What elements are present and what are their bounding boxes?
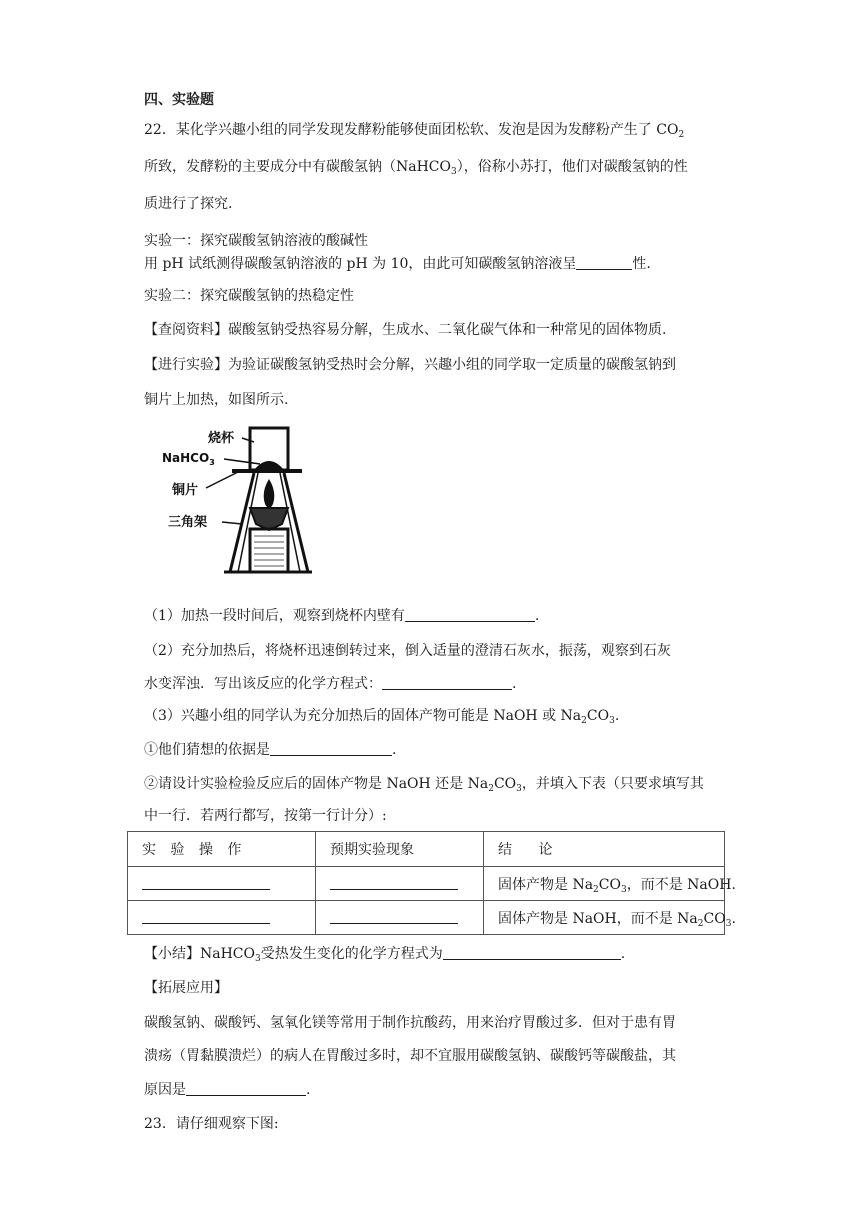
label-beaker: 烧杯: [208, 431, 235, 446]
table-header-row: [128, 832, 725, 867]
row1-conclusion: 固体产物是 $Na_2CO_3$，而不是 NaOH.: [484, 867, 725, 901]
question-3-2-line-2: 中一行．若两行都写，按第一行计分）:: [144, 808, 387, 824]
q22-intro-line-1: 22．某化学兴趣小组的同学发现发酵粉能够使面团松软、发泡是因为发酵粉产生了 $CO_2$: [144, 122, 685, 140]
answer-blank[interactable]: [330, 875, 458, 890]
answer-blank[interactable]: [330, 909, 458, 924]
section-heading: 四、实验题: [144, 92, 214, 108]
procedure-line-1: 【进行实验】为验证碳酸氢钠受热时会分解，兴趣小组的同学取一定质量的碳酸氢钠到: [144, 357, 676, 373]
answer-blank[interactable]: [405, 607, 535, 622]
answer-blank[interactable]: [576, 255, 632, 270]
extension-line-3: 原因是 .: [144, 1082, 311, 1098]
extension-line-1: 碳酸氢钠、碳酸钙、氢氧化镁等常用于制作抗酸药，用来治疗胃酸过多．但对于患有胃: [144, 1015, 676, 1031]
procedure-line-2: 铜片上加热，如图所示.: [144, 392, 289, 408]
answer-blank[interactable]: [270, 741, 392, 756]
question-3-1: ①他们猜想的依据是 .: [144, 742, 397, 758]
experiment-1-text: 用 pH 试纸测得碳酸氢钠溶液的 pH 为 10，由此可知碳酸氢钠溶液呈 性.: [144, 256, 651, 272]
question-2-line-2: 水变浑浊．写出该反应的化学方程式： .: [144, 676, 517, 692]
row2-conclusion: 固体产物是 NaOH，而不是 $Na_2CO_3$.: [484, 901, 725, 935]
table-row: [128, 901, 725, 935]
table-row: [128, 867, 725, 901]
copper-plate-icon: [232, 469, 302, 473]
extension-title: 【拓展应用】: [144, 980, 228, 996]
question-3-2-line-1: ②请设计实验检验反应后的固体产物是 NaOH 还是 $Na_2CO_3$，并填入下表（只要求填写其: [144, 776, 704, 794]
label-nahco3: NaHCO$_3$: [162, 451, 215, 467]
q22-intro-line-3: 质进行了探究.: [144, 196, 233, 212]
summary: 【小结】NaHCO$_3$受热发生变化的化学方程式为 .: [144, 946, 626, 964]
label-copper: 铜片: [172, 483, 199, 498]
flame-icon: [264, 479, 275, 508]
label-tripod: 三角架: [168, 515, 208, 530]
header-operation: 实 验 操 作: [128, 832, 316, 867]
answer-blank[interactable]: [186, 1081, 306, 1096]
apparatus-figure: [162, 424, 312, 576]
nahco3-pile-icon: [254, 461, 284, 470]
question-1: （1）加热一段时间后，观察到烧杯内壁有 .: [144, 608, 540, 624]
experiment-2-title: 实验二：探究碳酸氢钠的热稳定性: [144, 288, 354, 304]
answer-blank[interactable]: [142, 909, 270, 924]
answer-blank[interactable]: [382, 675, 512, 690]
q22-intro-line-2: 所致，发酵粉的主要成分中有碳酸氢钠（NaHCO$_3$），俗称小苏打，他们对碳酸氢钠的性: [144, 159, 688, 177]
answer-blank[interactable]: [142, 875, 270, 890]
extension-line-2: 溃疡（胃黏膜溃烂）的病人在胃酸过多时，却不宜服用碳酸氢钠、碳酸钙等碳酸盐，其: [144, 1048, 676, 1064]
question-3: （3）兴趣小组的同学认为充分加热后的固体产物可能是 NaOH 或 $Na_2CO_3$.: [144, 708, 620, 726]
header-phenomenon: 预期实验现象: [316, 832, 484, 867]
header-conclusion: 结 论: [484, 832, 725, 867]
experiment-1-title: 实验一：探究碳酸氢钠溶液的酸碱性: [144, 233, 368, 249]
experiment-table: [127, 831, 736, 935]
question-2-line-1: （2）充分加热后，将烧杯迅速倒转过来，倒入适量的澄清石灰水，振荡，观察到石灰: [144, 643, 671, 659]
info-text: 【查阅资料】碳酸氢钠受热容易分解，生成水、二氧化碳气体和一种常见的固体物质.: [144, 322, 667, 338]
answer-blank[interactable]: [443, 945, 621, 960]
question-23: 23．请仔细观察下图:: [144, 1116, 279, 1132]
